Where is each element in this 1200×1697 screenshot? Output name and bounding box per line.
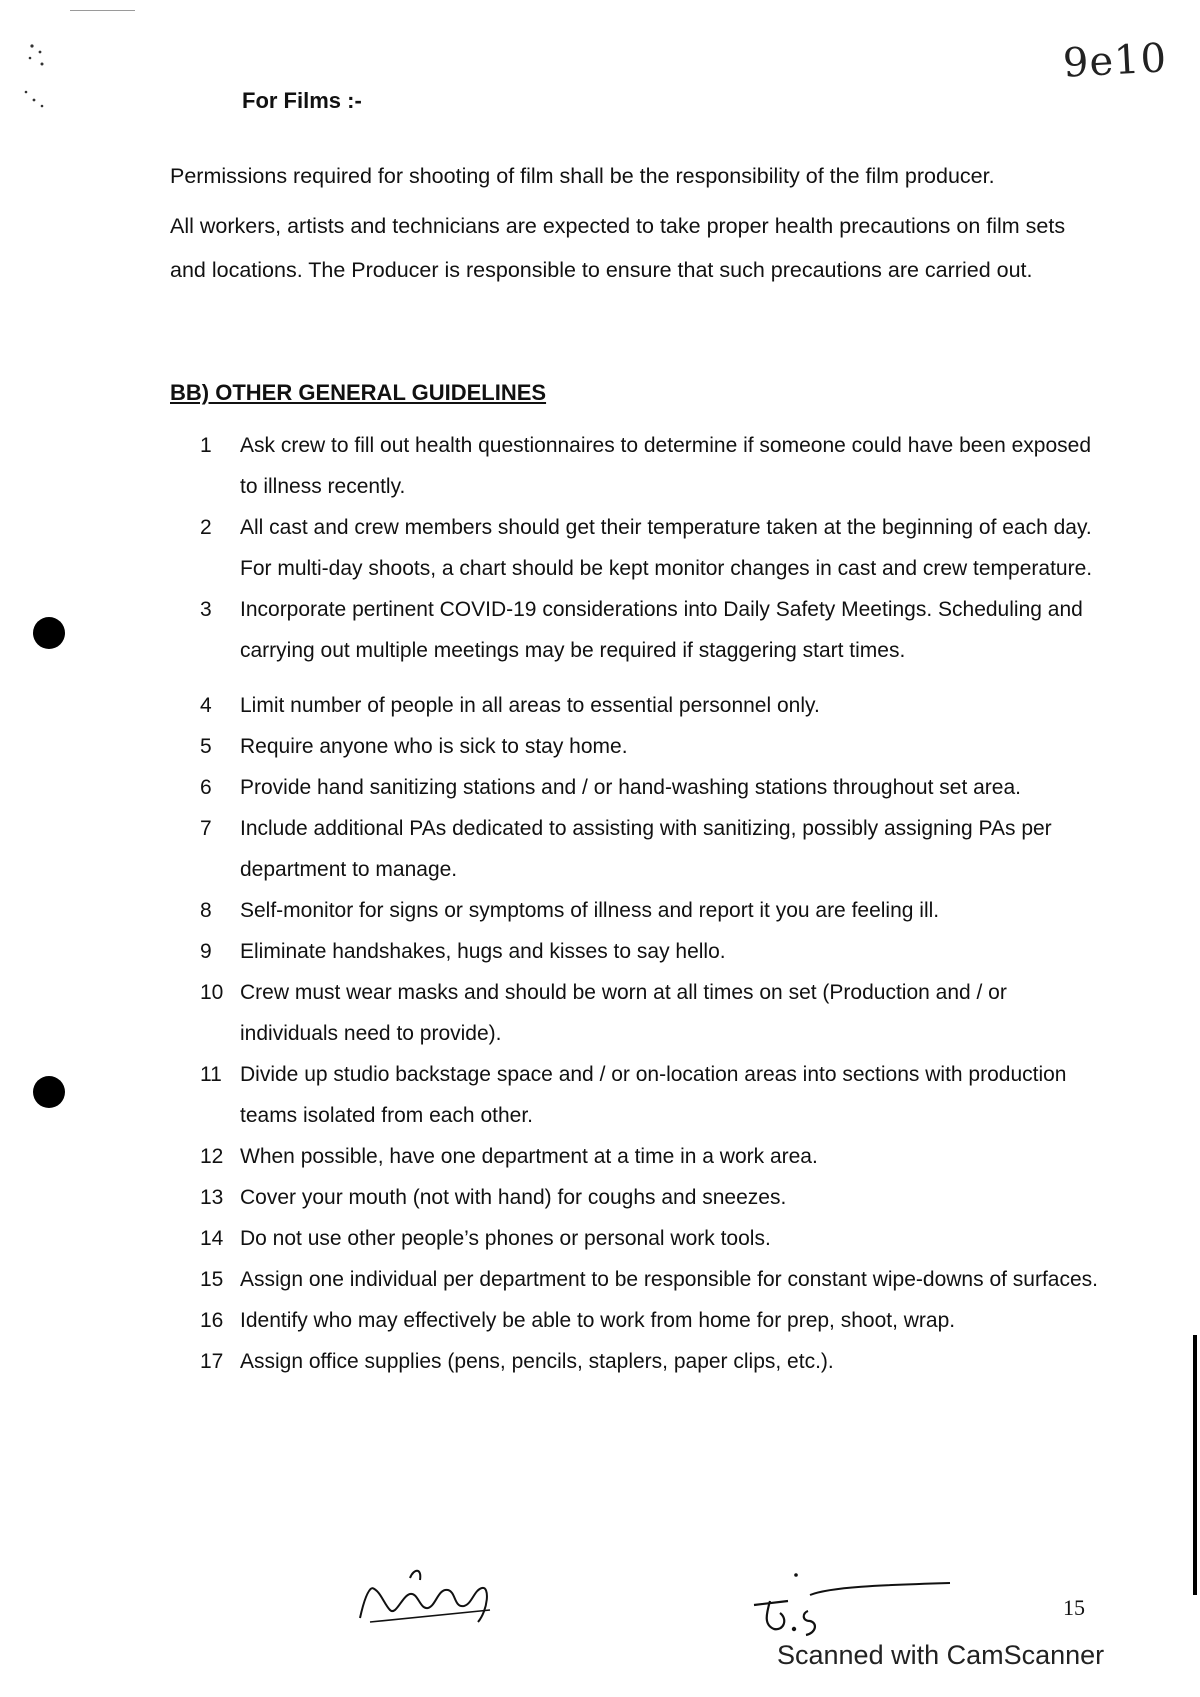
scan-specks	[20, 40, 60, 120]
guideline-number: 1	[200, 434, 212, 457]
guideline-text: Assign one individual per department to be responsible for constant wipe-downs of surfaces.	[240, 1268, 1098, 1291]
guideline-number: 10	[200, 981, 224, 1004]
guideline-item	[200, 1341, 1100, 1382]
guideline-item	[200, 767, 1100, 808]
films-heading: For Films :-	[242, 88, 362, 113]
guideline-item	[200, 1300, 1100, 1341]
guideline-number: 15	[200, 1268, 224, 1291]
guideline-text: Divide up studio backstage space and / or on-location areas into sections with production teams isolated from each other.	[240, 1063, 1067, 1127]
guideline-text: All cast and crew members should get their temperature taken at the beginning of each day. For multi-day shoots, a chart should be kept monitor changes in cast and crew temperature.	[240, 516, 1093, 580]
guideline-number: 11	[200, 1063, 222, 1086]
guideline-number: 8	[200, 899, 212, 922]
page-number: 15	[1063, 1595, 1085, 1620]
signature-left-icon	[350, 1560, 510, 1640]
guideline-text: Crew must wear masks and should be worn at all times on set (Production and / or individuals need to provide).	[240, 981, 1007, 1045]
guideline-item	[200, 589, 1100, 671]
guideline-number: 3	[200, 598, 212, 621]
guideline-item	[200, 972, 1100, 1054]
guideline-number: 16	[200, 1309, 224, 1332]
guideline-number: 12	[200, 1145, 224, 1168]
guideline-text: Self-monitor for signs or symptoms of illness and report it you are feeling ill.	[240, 899, 940, 922]
guideline-text: Identify who may effectively be able to work from home for prep, shoot, wrap.	[240, 1309, 956, 1332]
guideline-text: Limit number of people in all areas to essential personnel only.	[240, 694, 820, 717]
guideline-number: 4	[200, 694, 212, 717]
guideline-item	[200, 931, 1100, 972]
guideline-number: 14	[200, 1227, 224, 1250]
guideline-item	[200, 808, 1100, 890]
guideline-text: Ask crew to fill out health questionnaires to determine if someone could have been exposed to illness recently.	[240, 434, 1092, 498]
guideline-number: 5	[200, 735, 212, 758]
guideline-item	[200, 1177, 1100, 1218]
handwritten-number: 9e10	[1061, 35, 1169, 87]
guideline-text: When possible, have one department at a time in a work area.	[240, 1145, 818, 1168]
signature-right-icon	[740, 1565, 960, 1645]
guideline-item	[200, 1054, 1100, 1136]
guideline-item	[200, 1136, 1100, 1177]
paragraph-precautions: All workers, artists and technicians are expected to take proper health precautions on film sets and locations. The Producer is responsible to ensure that such precautions are carried out.	[170, 213, 1066, 282]
guideline-text: Provide hand sanitizing stations and / or hand-washing stations throughout set area.	[240, 776, 1021, 799]
guideline-item	[200, 425, 1100, 507]
guideline-text: Cover your mouth (not with hand) for coughs and sneezes.	[240, 1186, 787, 1209]
guideline-text: Do not use other people’s phones or personal work tools.	[240, 1227, 771, 1250]
guideline-number: 13	[200, 1186, 224, 1209]
guideline-item	[200, 1259, 1100, 1300]
guideline-number: 2	[200, 516, 212, 539]
guideline-number: 9	[200, 940, 212, 963]
scan-edge-shadow	[1193, 1335, 1197, 1595]
paragraph-permissions: Permissions required for shooting of film shall be the responsibility of the film producer.	[170, 163, 995, 188]
punch-hole-bottom	[33, 1076, 65, 1108]
guideline-item	[200, 507, 1100, 589]
guideline-number: 6	[200, 776, 212, 799]
guideline-item	[200, 726, 1100, 767]
top-rule	[70, 10, 135, 11]
guideline-number: 17	[200, 1350, 224, 1373]
guideline-text: Include additional PAs dedicated to assisting with sanitizing, possibly assigning PAs per department to manage.	[240, 817, 1052, 881]
punch-hole-top	[33, 617, 65, 649]
guideline-text: Incorporate pertinent COVID-19 considerations into Daily Safety Meetings. Scheduling and carrying out multiple meetings may be required if staggering start times.	[240, 598, 1083, 662]
guideline-item	[200, 1218, 1100, 1259]
guideline-item	[200, 890, 1100, 931]
guideline-text: Eliminate handshakes, hugs and kisses to say hello.	[240, 940, 726, 963]
guideline-text: Require anyone who is sick to stay home.	[240, 735, 628, 758]
guidelines-list	[200, 425, 1100, 1382]
scanner-watermark: Scanned with CamScanner	[777, 1640, 1105, 1670]
guideline-number: 7	[200, 817, 212, 840]
section-heading: BB) OTHER GENERAL GUIDELINES	[170, 380, 547, 405]
guideline-text: Assign office supplies (pens, pencils, staplers, paper clips, etc.).	[240, 1350, 834, 1373]
guideline-item	[200, 685, 1100, 726]
